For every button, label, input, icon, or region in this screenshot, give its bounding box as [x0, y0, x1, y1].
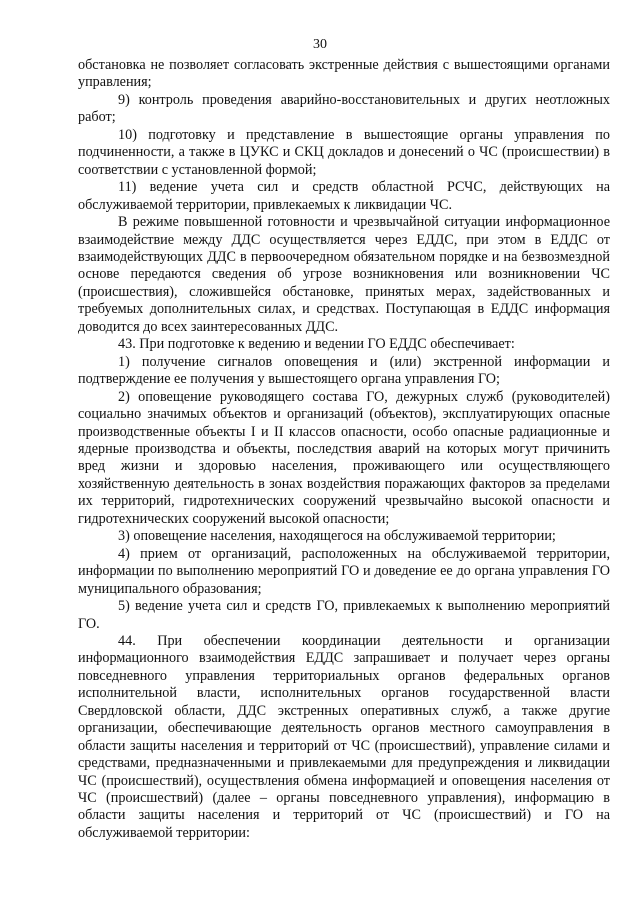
document-body: [78, 57, 610, 842]
paragraph: 3) оповещение населения, находящегося на обслуживаемой территории;: [118, 528, 556, 545]
paragraph: 43. При подготовке к ведению и ведении ГО ЕДДС обеспечивает:: [118, 336, 515, 353]
paragraph: 9) контроль проведения аварийно-восстановительных и других неотложных работ;: [78, 91, 610, 126]
paragraph: 44. При обеспечении координации деятельности и организации информационного взаимодействия ЕДДС запрашивает и получает через органы повседневного управления территориальных органов федеральных органов исполнительной власти, исполнительных органов государственной власти Свердловской области, ДДС экстренных оперативных служб, а также другие организации, обеспечивающие деятельность органов местного самоуправления в области защиты населения и территорий от ЧС (происшествий), управление силами и средствами, предназначенными и привлекаемыми для предупреждения и ликвидации ЧС (происшествий), осуществления обмена информацией и оповещения населения от ЧС (происшествий) (далее – органы повседневного управления), информацию в области защиты населения и территорий от ЧС (происшествий) и ГО на обслуживаемой территории:: [78, 632, 610, 841]
paragraph: обстановка не позволяет согласовать экстренные действия с вышестоящими органами управления;: [78, 57, 610, 91]
paragraph: 2) оповещение руководящего состава ГО, дежурных служб (руководителей) социально значимых объектов и организаций (объектов), эксплуатирующих опасные производственные объекты I и II классов опасности, особо опасные радиационные и ядерные производства и объекты, последствия аварий на которых могут причинить вред жизни и здоровью населения, проживающего или осуществляющего хозяйственную деятельность в зонах воздействия поражающих факторов за пределами их территорий, гидротехнических сооружений чрезвычайно высокой опасности и гидротехнических сооружений высокой опасности;: [78, 388, 610, 527]
paragraph: 4) прием от организаций, расположенных на обслуживаемой территории, информации по выполнению мероприятий ГО и доведение ее до органа управления ГО муниципального образования;: [78, 545, 610, 597]
page-number: 30: [313, 37, 327, 52]
paragraph: 5) ведение учета сил и средств ГО, привлекаемых к выполнению мероприятий ГО.: [78, 598, 610, 632]
paragraph: 10) подготовку и представление в вышестоящие органы управления по подчиненности, а также в ЦУКС и СКЦ докладов и донесений о ЧС (происшествии) в соответствии с установленной формой;: [78, 126, 610, 178]
paragraph: В режиме повышенной готовности и чрезвычайной ситуации информационное взаимодействие между ДДС осуществляется через ЕДДС, при этом в ЕДДС от взаимодействующих ДДС в первоочередном обязательном порядке и на безвозмездной основе передаются сведения об угрозе возникновения или возникновении ЧС (происшествия), сложившейся обстановке, принятых мерах, задействованных и требуемых дополнительных силах, и средствах. Поступающая в ЕДДС информация доводится до всех заинтересованных ДДС.: [78, 214, 610, 335]
paragraph: 11) ведение учета сил и средств областной РСЧС, действующих на обслуживаемой территории, привлекаемых к ликвидации ЧС.: [78, 179, 610, 213]
paragraph: 1) получение сигналов оповещения и (или) экстренной информации и подтверждение ее получения у вышестоящего органа управления ГО;: [78, 353, 610, 388]
